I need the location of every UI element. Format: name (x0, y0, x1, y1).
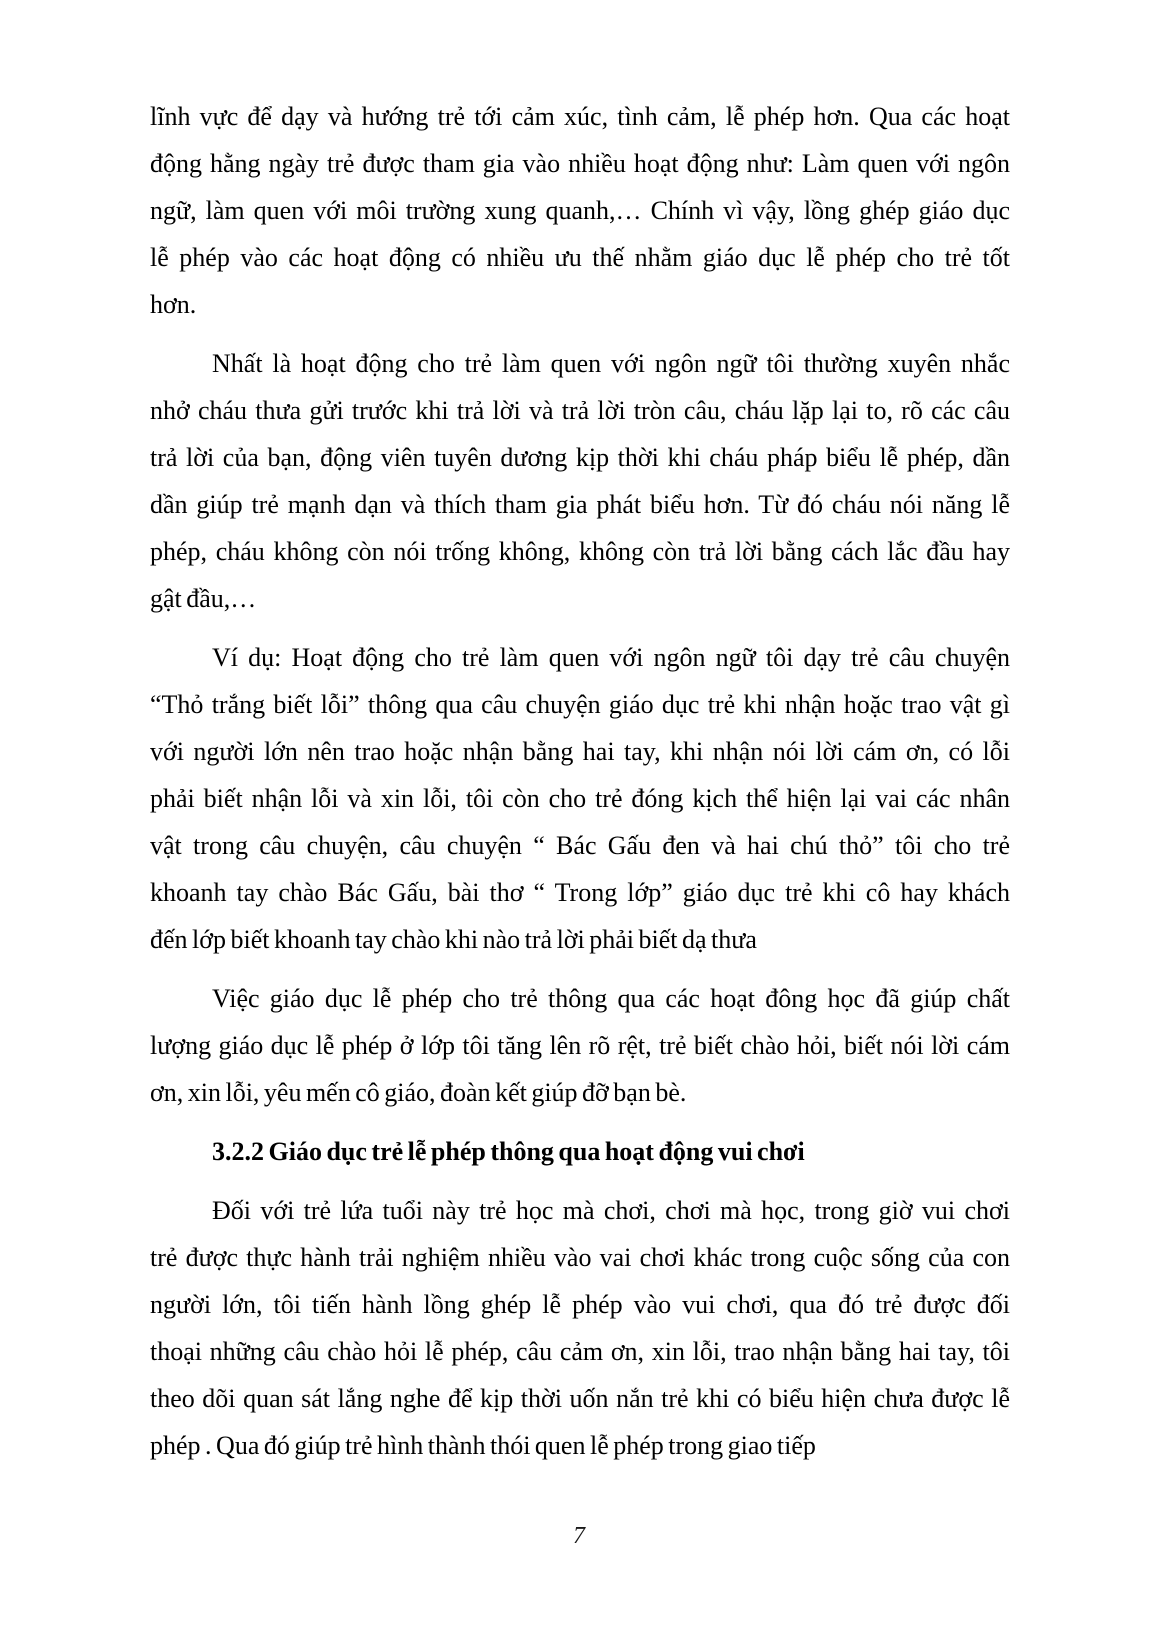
document-body (150, 93, 1010, 1481)
text-line: lĩnh vực để dạy và hướng trẻ tới cảm xúc, tình cảm, lễ phép hơn. Qua các hoạt (150, 102, 1010, 131)
paragraph (150, 975, 1010, 1116)
page-footer (0, 1516, 1158, 1556)
text-line: ơn, xin lỗi, yêu mến cô giáo, đoàn kết giúp đỡ bạn bè. (150, 1078, 687, 1107)
text-line: “Thỏ trắng biết lỗi” thông qua câu chuyện giáo dục trẻ khi nhận hoặc trao vật gì (150, 690, 1010, 719)
text-line: lễ phép vào các hoạt động có nhiều ưu thế nhằm giáo dục lễ phép cho trẻ tốt (150, 243, 1010, 272)
text-line: Đối với trẻ lứa tuổi này trẻ học mà chơi, chơi mà học, trong giờ vui chơi (212, 1196, 1010, 1225)
text-line: thoại những câu chào hỏi lễ phép, câu cảm ơn, xin lỗi, trao nhận bằng hai tay, tôi (150, 1337, 1010, 1366)
paragraph (150, 1187, 1010, 1469)
text-line: theo dõi quan sát lắng nghe để kịp thời uốn nắn trẻ khi có biểu hiện chưa được lễ (150, 1384, 1010, 1413)
text-line: trẻ được thực hành trải nghiệm nhiều vào vai chơi khác trong cuộc sống của con (150, 1243, 1010, 1272)
text-line: khoanh tay chào Bác Gấu, bài thơ “ Trong lớp” giáo dục trẻ khi cô hay khách (150, 878, 1010, 907)
text-line: dần giúp trẻ mạnh dạn và thích tham gia phát biểu hơn. Từ đó cháu nói năng lễ (150, 490, 1010, 519)
text-line: phải biết nhận lỗi và xin lỗi, tôi còn cho trẻ đóng kịch thể hiện lại vai các nhân (150, 784, 1010, 813)
text-line: Ví dụ: Hoạt động cho trẻ làm quen với ngôn ngữ tôi dạy trẻ câu chuyện (212, 643, 1010, 672)
page-number: 7 (573, 1523, 585, 1549)
text-line: người lớn, tôi tiến hành lồng ghép lễ phép vào vui chơi, qua đó trẻ được đối (150, 1290, 1010, 1319)
text-line: nhở cháu thưa gửi trước khi trả lời và trả lời tròn câu, cháu lặp lại to, rõ các câu (150, 396, 1010, 425)
text-line: ngữ, làm quen với môi trường xung quanh,… Chính vì vậy, lồng ghép giáo dục (150, 196, 1010, 225)
text-line: gật đầu,… (150, 584, 257, 613)
paragraph (150, 634, 1010, 963)
text-line: phép, cháu không còn nói trống không, không còn trả lời bằng cách lắc đầu hay (150, 537, 1010, 566)
text-line: đến lớp biết khoanh tay chào khi nào trả lời phải biết dạ thưa (150, 925, 757, 954)
text-line: lượng giáo dục lễ phép ở lớp tôi tăng lên rõ rệt, trẻ biết chào hỏi, biết nói lời cám (150, 1031, 1010, 1060)
text-line: động hằng ngày trẻ được tham gia vào nhiều hoạt động như: Làm quen với ngôn (150, 149, 1010, 178)
text-line: phép . Qua đó giúp trẻ hình thành thói quen lễ phép trong giao tiếp (150, 1431, 816, 1460)
text-line: trả lời của bạn, động viên tuyên dương kịp thời khi cháu pháp biểu lễ phép, dần (150, 443, 1010, 472)
paragraph (150, 93, 1010, 328)
text-line: Việc giáo dục lễ phép cho trẻ thông qua các hoạt đông học đã giúp chất (212, 984, 1010, 1013)
section-heading (150, 1128, 1010, 1175)
text-line: hơn. (150, 290, 197, 319)
text-line: Nhất là hoạt động cho trẻ làm quen với ngôn ngữ tôi thường xuyên nhắc (212, 349, 1010, 378)
text-line: 3.2.2 Giáo dục trẻ lễ phép thông qua hoạt động vui chơi (212, 1137, 805, 1166)
text-line: vật trong câu chuyện, câu chuyện “ Bác Gấu đen và hai chú thỏ” tôi cho trẻ (150, 831, 1010, 860)
text-line: với người lớn nên trao hoặc nhận bằng hai tay, khi nhận nói lời cám ơn, có lỗi (150, 737, 1010, 766)
paragraph (150, 340, 1010, 622)
